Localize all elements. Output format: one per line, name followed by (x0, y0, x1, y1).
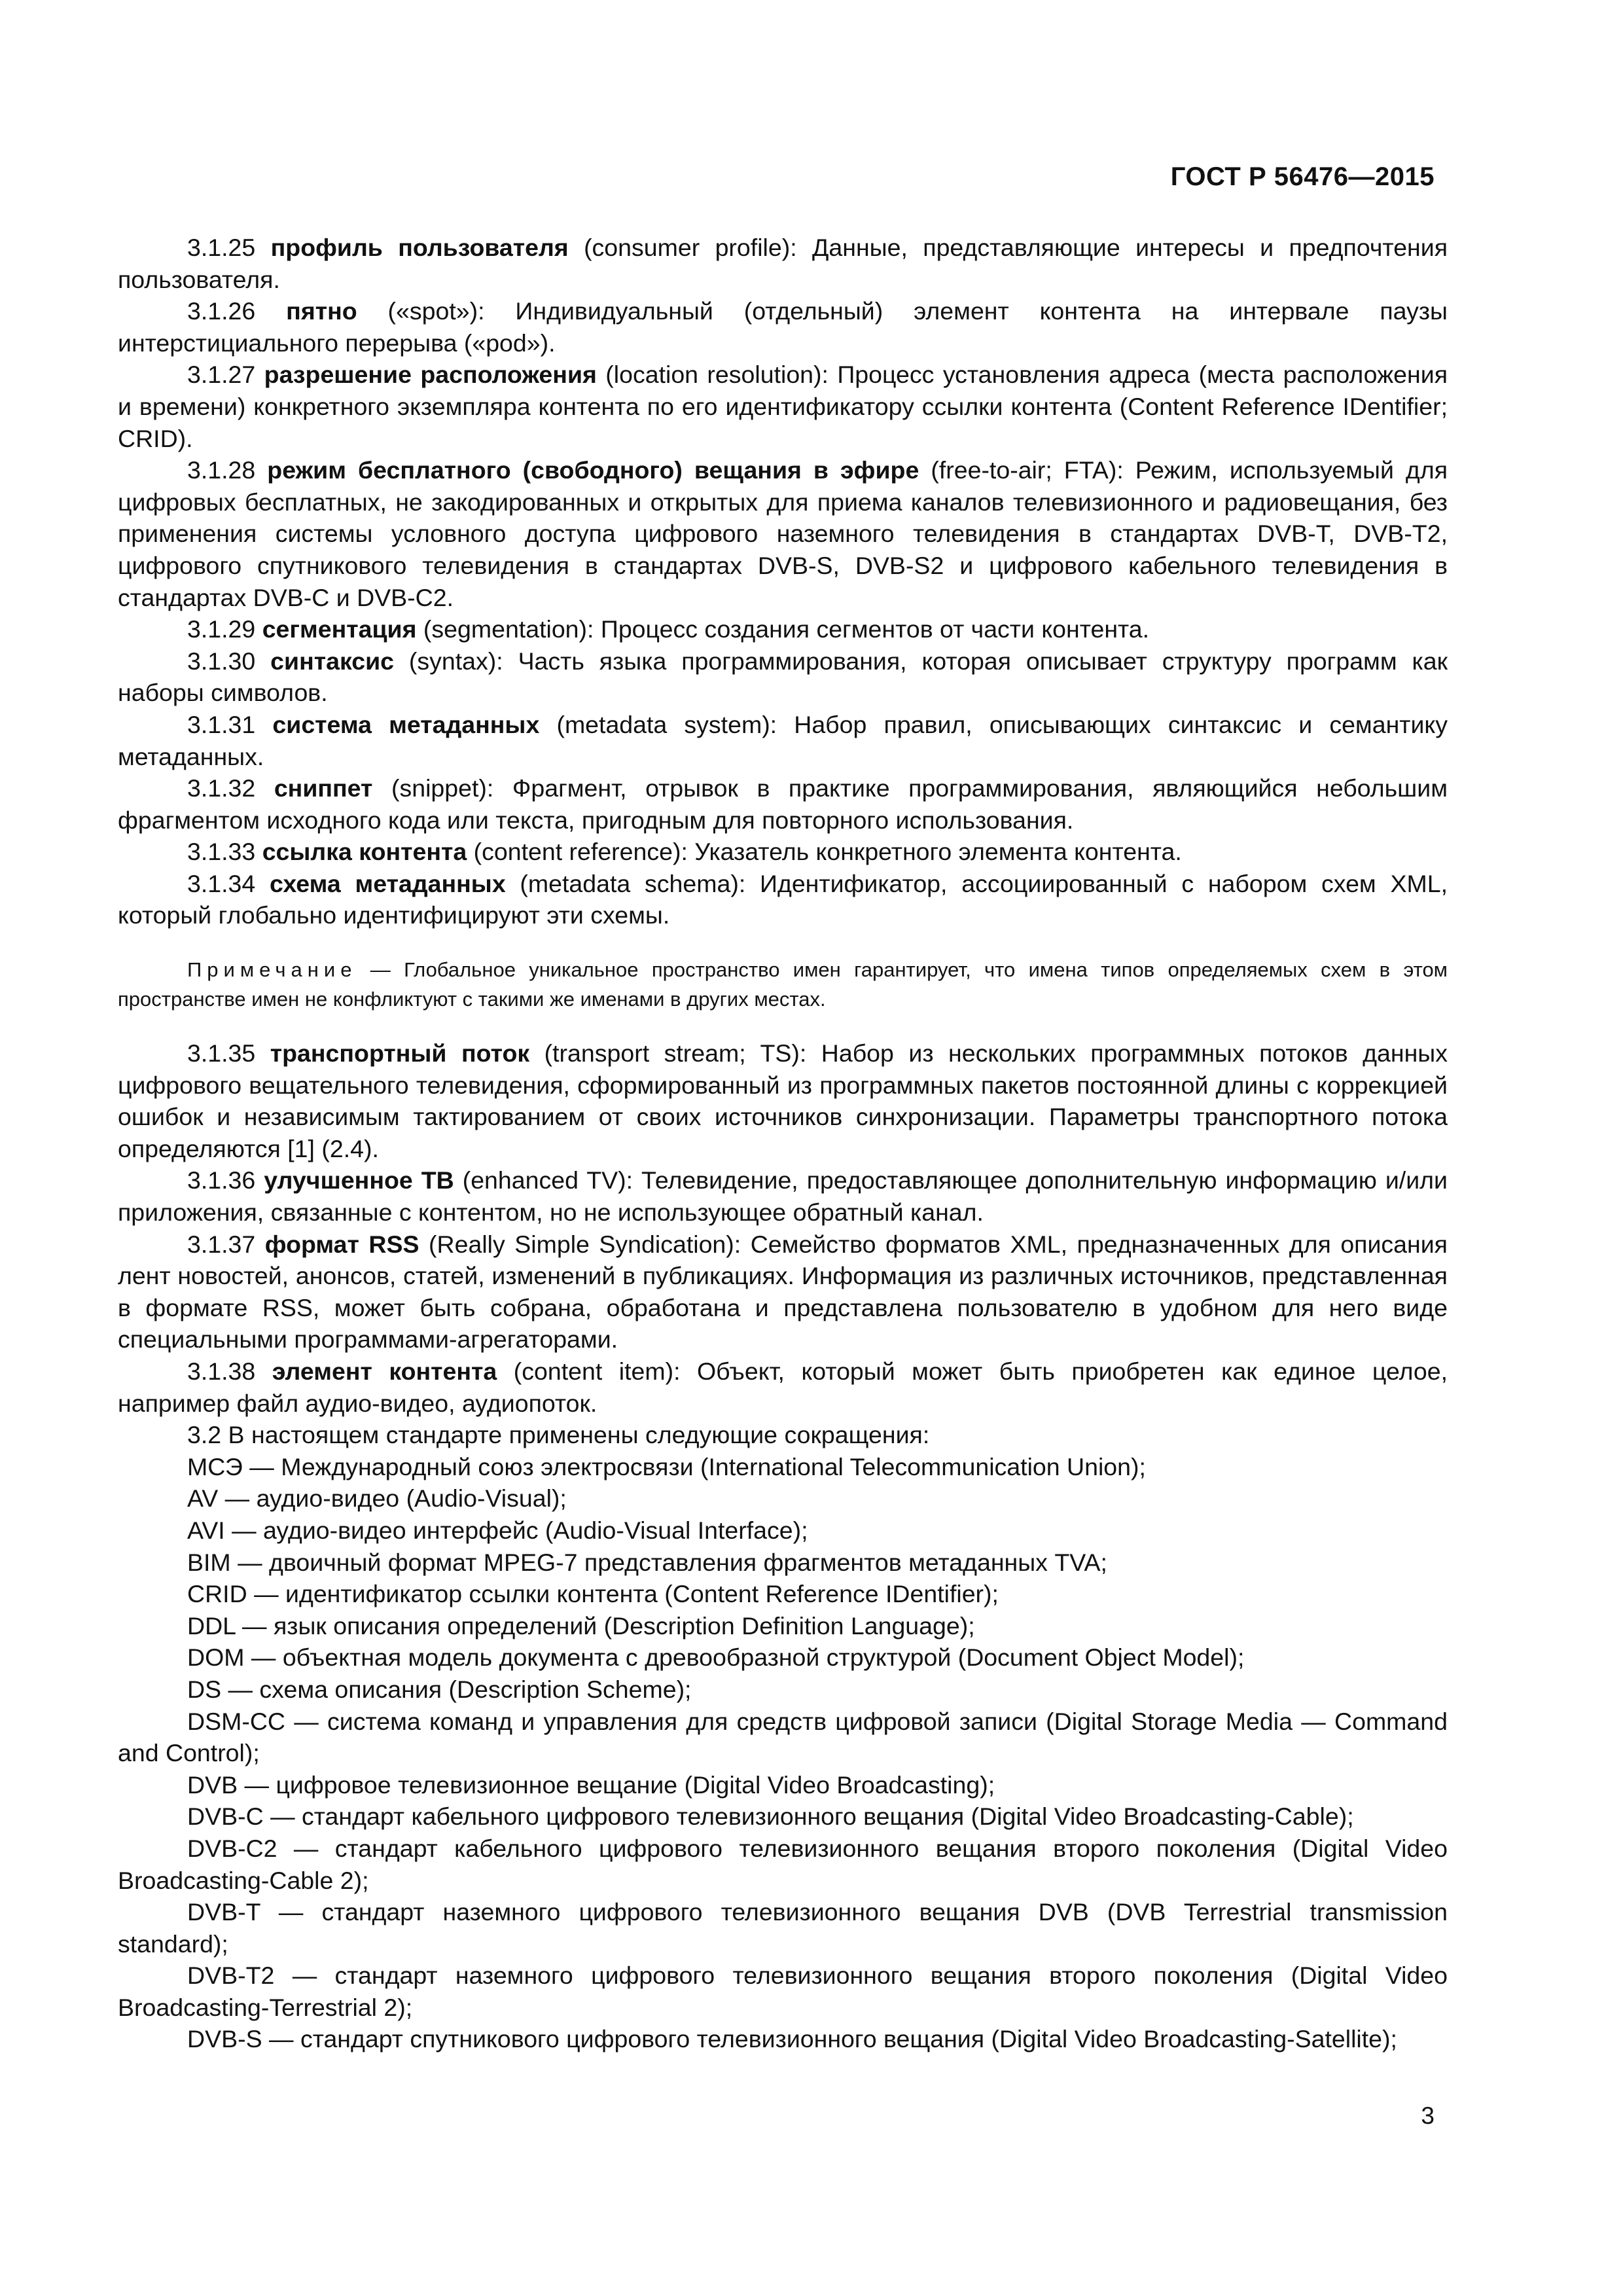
definition-number: 3.1.30 (187, 647, 256, 675)
definitions-group-b (118, 1037, 1448, 1419)
abbreviation-item: DVB-T2 — стандарт наземного цифрового телевизионного вещания второго поколения (Digital Video Broadcasting-Terrestrial 2); (118, 1962, 1448, 2021)
definition-text: («spot»): Индивидуальный (отдельный) элемент контента на интервале паузы интерстициального перерыва («pod»). (118, 297, 1448, 357)
page-body (118, 232, 1448, 2055)
definition-term: пятно (286, 297, 357, 325)
definition-number: 3.1.29 (187, 615, 256, 643)
abbreviation-item: DVB-C2 — стандарт кабельного цифрового телевизионного вещания второго поколения (Digital Video Broadcasting-Cable 2); (118, 1834, 1448, 1894)
page-number: 3 (1421, 2102, 1435, 2129)
abbreviation-item: BIM — двоичный формат MPEG-7 представления фрагментов метаданных TVA; (187, 1548, 1107, 1576)
definition-number: 3.1.36 (187, 1166, 256, 1194)
definition-text: (syntax): Часть языка программирования, которая описывает структуру программ как наборы символов. (118, 647, 1448, 707)
abbreviations-intro: 3.2 В настоящем стандарте применены следующие сокращения: (187, 1421, 930, 1449)
definition-text: (snippet): Фрагмент, отрывок в практике программирования, являющийся небольшим фрагментом исходного кода или текста, пригодным для повторного использования. (118, 774, 1448, 834)
definition-term: разрешение расположения (264, 361, 597, 389)
abbreviation-item: DSM-CC — система команд и управления для средств цифровой записи (Digital Storage Media — Command and Control); (118, 1707, 1448, 1767)
definition-term: профиль пользователя (270, 234, 569, 261)
definition-3-1-32 (118, 772, 1448, 836)
standard-code: ГОСТ Р 56476—2015 (1170, 162, 1435, 191)
abbreviation-item: DOM — объектная модель документа с древообразной структурой (Document Object Model); (187, 1643, 1245, 1672)
definition-term: сниппет (274, 774, 373, 802)
definition-text: (location resolution): Процесс установления адреса (места расположения и времени) конкретного экземпляра контента по его идентификатору ссылки контента (Content Reference IDentifier; CRID). (118, 361, 1448, 452)
definition-term: ссылка контента (262, 838, 467, 866)
definition-term: элемент контента (272, 1357, 497, 1385)
definition-term: транспортный поток (270, 1039, 530, 1067)
abbreviation-item: DVB-C — стандарт кабельного цифрового телевизионного вещания (Digital Video Broadcasting-Cable); (187, 1803, 1354, 1831)
definition-text: (metadata system): Набор правил, описывающих синтаксис и семантику метаданных. (118, 710, 1448, 770)
definition-term: синтаксис (270, 647, 394, 675)
definition-term: режим бесплатного (свободного) вещания в эфире (267, 456, 919, 484)
definition-text: (metadata schema): Идентификатор, ассоциированный с набором схем XML, который глобально идентифицируют эти схемы. (118, 869, 1448, 929)
definition-3-1-30 (118, 645, 1448, 709)
definition-text: (transport stream; TS): Набор из нескольких программных потоков данных цифрового вещательного телевидения, сформированный из программных пакетов постоянной длины с коррекцией ошибок и независимым тактированием от своих источников синхронизации. Параметры транспортного потока определяются [1] (2.4). (118, 1039, 1448, 1162)
abbreviation-item: DVB-S — стандарт спутникового цифрового телевизионного вещания (Digital Video Broadcasting-Satellite); (187, 2025, 1397, 2053)
definition-term: схема метаданных (270, 869, 506, 897)
definition-number: 3.1.34 (187, 869, 256, 897)
note-text: — Глобальное уникальное пространство имен гарантирует, что имена типов определяемых схем в этом пространстве имен не конфликтуют с такими же именами в других местах. (118, 958, 1448, 1011)
definition-text: (consumer profile): Данные, представляющие интересы и предпочтения пользователя. (118, 234, 1448, 293)
definition-number: 3.1.37 (187, 1230, 256, 1258)
definition-number: 3.1.28 (187, 456, 256, 484)
definition-text: (enhanced TV): Телевидение, предоставляющее дополнительную информацию и/или приложения, связанные с контентом, но не использующее обратный канал. (118, 1166, 1448, 1227)
definition-term: формат RSS (264, 1230, 419, 1258)
definition-number: 3.1.32 (187, 774, 256, 802)
abbreviation-item: DVB — цифровое телевизионное вещание (Digital Video Broadcasting); (187, 1770, 995, 1799)
definition-3-1-38 (118, 1355, 1448, 1419)
definition-number: 3.1.33 (187, 838, 256, 866)
definition-3-1-26 (118, 295, 1448, 359)
definition-number: 3.1.26 (187, 297, 256, 325)
definition-3-1-28 (118, 454, 1448, 613)
note-label: Примечание (187, 958, 357, 982)
abbreviation-item: МСЭ — Международный союз электросвязи (International Telecommunication Union); (187, 1452, 1146, 1480)
definition-term: сегментация (262, 615, 417, 643)
definition-text: (segmentation): Процесс создания сегментов от части контента. (416, 615, 1150, 643)
definition-3-1-31 (118, 709, 1448, 772)
definition-3-1-37 (118, 1229, 1448, 1355)
definition-term: улучшенное ТВ (264, 1166, 454, 1194)
abbreviation-item: AV — аудио-видео (Audio-Visual); (187, 1484, 567, 1513)
abbreviation-item: CRID — идентификатор ссылки контента (Content Reference IDentifier); (187, 1580, 999, 1608)
note (118, 955, 1448, 1014)
definition-number: 3.1.27 (187, 361, 256, 389)
abbreviation-item: DVB-T — стандарт наземного цифрового телевизионного вещания DVB (DVB Terrestrial transmission standard); (118, 1898, 1448, 1958)
definition-3-1-34 (118, 868, 1448, 931)
definition-3-1-33 (118, 836, 1448, 868)
abbreviation-item: AVI — аудио-видео интерфейс (Audio-Visual Interface); (187, 1516, 808, 1544)
definition-number: 3.1.31 (187, 710, 256, 738)
abbreviation-item: DDL — язык описания определений (Description Definition Language); (187, 1611, 975, 1640)
definition-text: (Really Simple Syndication): Семейство форматов XML, предназначенных для описания лент новостей, анонсов, статей, изменений в публикациях. Информация из различных источников, представленная в формате RSS, может быть собрана, обработана и представлена пользователю в удобном для него виде специальными программами-агрегаторами. (118, 1230, 1448, 1354)
definition-text: (free-to-air; FTA): Режим, используемый для цифровых бесплатных, не закодированных и открытых для приема каналов телевизионного и радиовещания, без применения системы условного доступа цифрового наземного телевидения в стандартах DVB-T, DVB-T2, цифрового спутникового телевидения в стандартах DVB-S, DVB-S2 и цифрового кабельного телевидения в стандартах DVB-C и DVB-C2. (118, 456, 1448, 611)
definition-number: 3.1.38 (187, 1357, 256, 1385)
definition-term: система метаданных (272, 710, 540, 738)
definition-3-1-25 (118, 232, 1448, 295)
definitions-group-a (118, 232, 1448, 931)
definition-number: 3.1.25 (187, 234, 256, 261)
definition-3-1-35 (118, 1037, 1448, 1164)
abbreviations-list (118, 1451, 1448, 2055)
definition-3-1-36 (118, 1164, 1448, 1228)
abbreviation-item: DS — схема описания (Description Scheme); (187, 1675, 692, 1703)
definition-number: 3.1.35 (187, 1039, 256, 1067)
definition-3-1-27 (118, 359, 1448, 454)
definition-text: (content item): Объект, который может быть приобретен как единое целое, например файл аудио-видео, аудиопоток. (118, 1357, 1448, 1417)
definition-3-1-29 (118, 613, 1448, 645)
definition-text: (content reference): Указатель конкретного элемента контента. (467, 838, 1182, 866)
